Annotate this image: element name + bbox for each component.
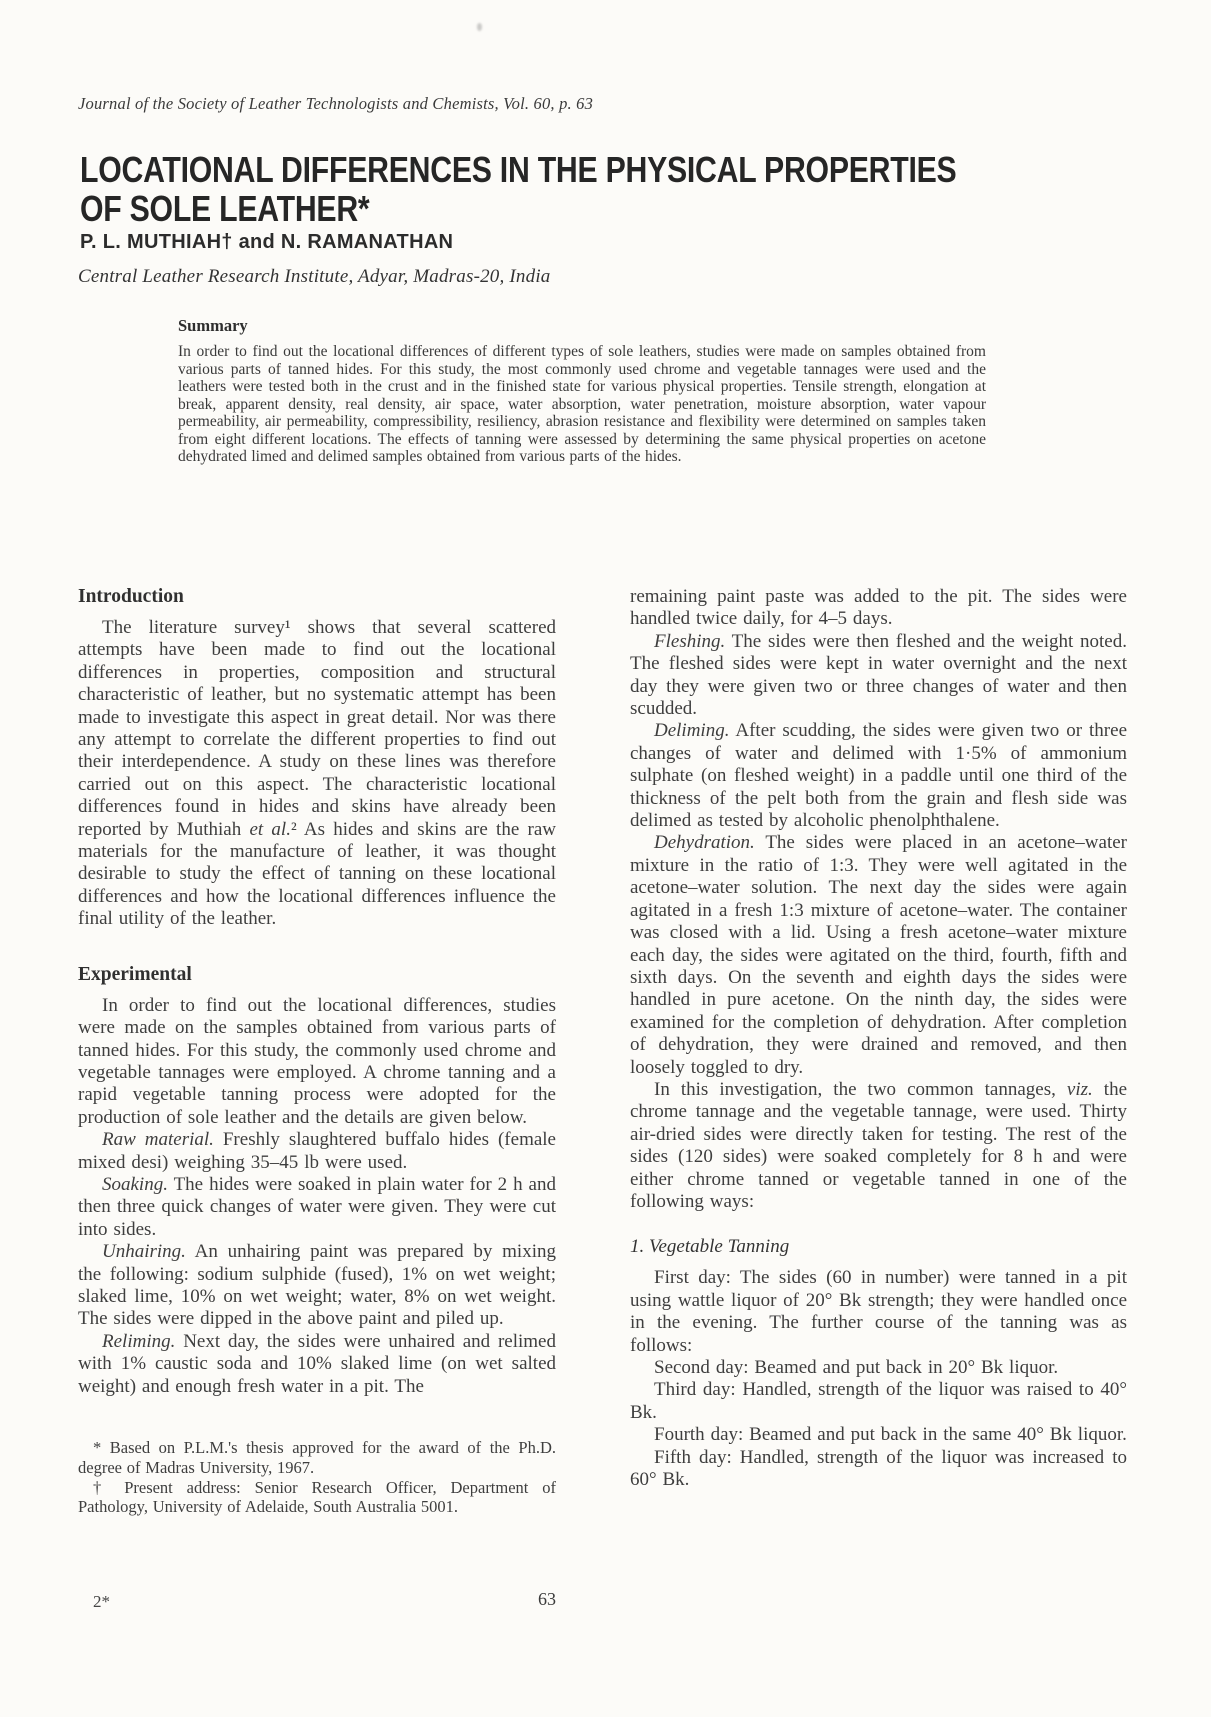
dehydration-text: The sides were placed in an acetone–water mixture in the ratio of 1:3. They were well agitated in the acetone–water solution. The next day the sides were again agitated in a fresh 1:3 mixture of acetone–water. The container was closed with a lid. Using a fresh acetone–water mixture each day, the sides were agitated on the third, fourth, fifth and sixth days. On the seventh and eighth days the sides were handled in pure acetone. On the ninth day, the sides were examined for the completion of dehydration. After completion of dehydration, they were drained and removed, and then loosely toggled to dry.	[630, 832, 1127, 1078]
section-heading-introduction: Introduction	[78, 586, 184, 607]
unhairing-lead: Unhairing.	[102, 1241, 186, 1263]
paragraph-deliming	[630, 720, 1127, 832]
summary-body: In order to find out the locational differences of different types of sole leathers, studies were made on samples obtained from various parts of tanned hides. For this study, the most commonly used chrome and vegetable tannages were used and the leathers were tested both in the crust and in the finished state for various physical properties. Tensile strength, elongation at break, apparent density, real density, air space, water absorption, water penetration, moisture absorption, water vapour permeability, air permeability, compressibility, resiliency, abrasion resistance and flexibility were determined on samples taken from eight different locations. The effects of tanning were assessed by determining the same physical properties on acetone dehydrated limed and delimed samples obtained from various parts of the hides.	[178, 343, 986, 465]
intro-text-1: The literature survey¹ shows that several scattered attempts have been made to find out the locational differences in properties, composition and structural characteristic of leather, but no systematic attempt has been made to investigate this aspect in great detail. Nor was there any attempt to correlate the different properties to find out their interdependence. A study on these lines was therefore carried out on this aspect. The characteristic locational differences found in hides and skins have already been reported by Muthiah	[78, 617, 556, 840]
fleshing-lead: Fleshing.	[654, 630, 726, 652]
authors-line: P. L. MUTHIAH† and N. RAMANATHAN	[80, 231, 454, 253]
intro-text-2: ² As hides and skins are the raw materials for the manufacture of leather, it was thought desirable to study the effect of tanning on these locational differences and how the locational differences influence the final utility of the leather.	[78, 818, 556, 930]
two-column-body	[78, 586, 1127, 1517]
continuation-paragraph: remaining paint paste was added to the pit. The sides were handled twice daily, for 4–5 days.	[630, 586, 1127, 630]
raw-material-text: Freshly slaughtered buffalo hides (female mixed desi) weighing 35–45 lb were used.	[78, 1129, 556, 1173]
footnote-dagger: † Present address: Senior Research Officer, Department of Pathology, University of Adelaide, South Australia 5001.	[78, 1477, 556, 1517]
reliming-lead: Reliming.	[102, 1330, 176, 1352]
paragraph-investigation	[630, 1079, 1127, 1213]
right-column	[630, 586, 1127, 1491]
summary-heading: Summary	[178, 316, 248, 335]
paragraph-fourth-day: Fourth day: Beamed and put back in the same 40° Bk liquor.	[654, 1424, 1127, 1446]
left-column	[78, 586, 556, 1517]
raw-material-lead: Raw material.	[102, 1129, 214, 1151]
deliming-text: After scudding, the sides were given two or three changes of water and delimed with 1·5% of ammonium sulphate (on fleshed weight) in a paddle until one third of the thickness of the pelt both from the grain and flesh side was delimed as tested by alcoholic phenolphthalene.	[630, 720, 1127, 832]
paragraph-fleshing	[630, 631, 1127, 721]
experimental-paragraph: In order to find out the locational differences, studies were made on the samples obtained from various parts of tanned hides. For this study, the commonly used chrome and vegetable tannages were employed. A chrome tanning and a rapid vegetable tanning process were adopted for the production of sole leather and the details are given below.	[78, 994, 556, 1128]
affiliation-line: Central Leather Research Institute, Adyar, Madras-20, India	[78, 266, 551, 287]
intro-et-al: et al.	[249, 818, 291, 840]
scan-artifact	[477, 23, 482, 31]
section-heading-experimental: Experimental	[78, 963, 192, 985]
paragraph-second-day: Second day: Beamed and put back in 20° Bk liquor.	[654, 1357, 1059, 1378]
unhairing-text: An unhairing paint was prepared by mixing the following: sodium sulphide (fused), 1% on wet weight; slaked lime, 10% on wet weight; water, 8% on wet weight. The sides were dipped in the above paint and piled up.	[78, 1241, 556, 1330]
soaking-text: The hides were soaked in plain water for 2 h and then three quick changes of water were given. They were cut into sides.	[78, 1173, 556, 1240]
page-number: 63	[538, 1589, 556, 1609]
reliming-text: Next day, the sides were unhaired and relimed with 1% caustic soda and 10% slaked lime (on wet salted weight) and enough fresh water in a pit. The	[78, 1330, 556, 1397]
fleshing-text: The sides were then fleshed and the weight noted. The fleshed sides were kept in water overnight and the next day they were given two or three changes of water and then scudded.	[630, 630, 1127, 720]
investigation-viz: viz.	[1066, 1078, 1093, 1100]
paragraph-first-day: First day: The sides (60 in number) were tanned in a pit using wattle liquor of 20° Bk strength; they were handled once in the evening. The further course of the tanning was as follows:	[630, 1267, 1127, 1356]
intro-paragraph	[78, 617, 556, 931]
summary-section	[178, 316, 986, 466]
deliming-lead: Deliming.	[654, 720, 730, 742]
paragraph-soaking	[78, 1174, 556, 1241]
journal-header-line: Journal of the Society of Leather Technologists and Chemists, Vol. 60, p. 63	[78, 94, 594, 113]
footnote-asterisk: * Based on P.L.M.'s thesis approved for the award of the Ph.D. degree of Madras University, 1967.	[78, 1438, 556, 1477]
dehydration-lead: Dehydration.	[654, 832, 755, 854]
subsection-heading-vegetable-tanning: 1. Vegetable Tanning	[630, 1236, 790, 1258]
paper-title-line2: OF SOLE LEATHER*	[80, 188, 370, 229]
footnotes-block	[78, 1438, 556, 1517]
paragraph-raw-material	[78, 1129, 556, 1174]
paper-title	[80, 150, 1021, 228]
paragraph-fifth-day: Fifth day: Handled, strength of the liquor was increased to 60° Bk.	[630, 1446, 1127, 1491]
investigation-text-2: the chrome tannage and the vegetable tannage, were used. Thirty air-dried sides were directly taken for testing. The rest of the sides (120 sides) were soaked completely for 8 h and were either chrome tanned or vegetable tanned in one of the following ways:	[630, 1078, 1128, 1212]
soaking-lead: Soaking.	[102, 1173, 168, 1195]
paper-title-line1: LOCATIONAL DIFFERENCES IN THE PHYSICAL PROPERTIES	[80, 149, 957, 190]
paragraph-dehydration	[630, 832, 1127, 1078]
footer-signature-mark: 2*	[93, 1592, 110, 1611]
paragraph-reliming	[78, 1331, 556, 1398]
investigation-text-1: In this investigation, the two common tannages,	[654, 1078, 1067, 1100]
paragraph-third-day: Third day: Handled, strength of the liquor was raised to 40° Bk.	[630, 1379, 1127, 1423]
paragraph-unhairing	[78, 1241, 556, 1331]
